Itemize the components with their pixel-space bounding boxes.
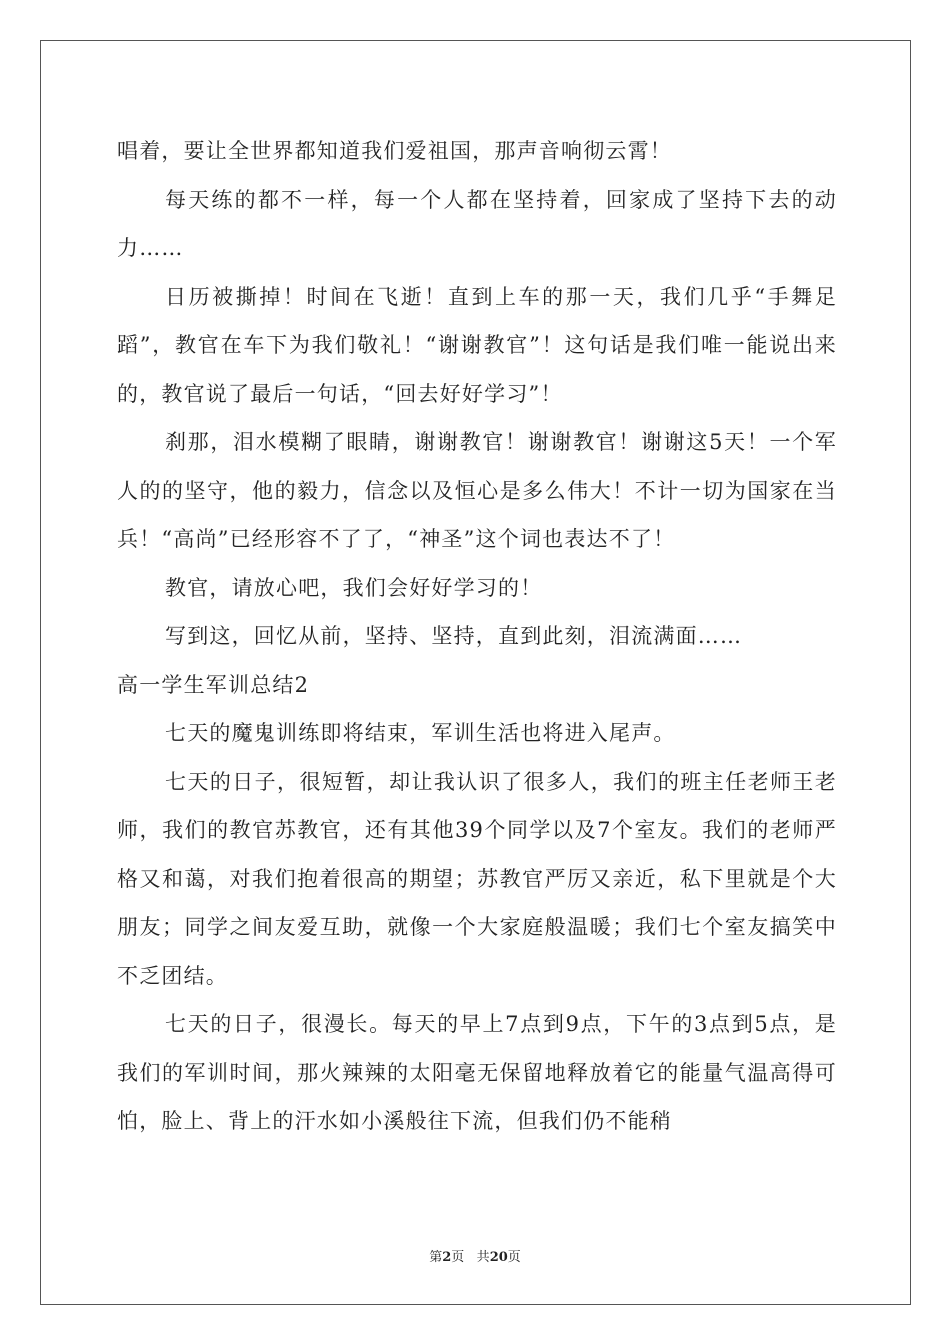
paragraph: 唱着，要让全世界都知道我们爱祖国，那声音响彻云霄！ [117,139,672,163]
page-label-prefix: 第 [429,1250,443,1265]
paragraph: 七天的日子，很漫长。每天的早上7点到9点，下午的3点到5点，是我们的军训时间，那火辣辣的太阳毫无保留地释放着它的能量气温高得可怕，脸上、背上的汗水如小溪般往下流，但我们仍不能稍 [117,1012,837,1133]
page-number: 2 [442,1250,452,1265]
paragraph: 日历被撕掉！时间在飞逝！直到上车的那一天，我们几乎“手舞足蹈”，教官在车下为我们敬礼！“谢谢教官”！这句话是我们唯一能说出来的，教官说了最后一句话，“回去好好学习”！ [117,284,837,406]
paragraph: 七天的日子，很短暂，却让我认识了很多人，我们的班主任老师王老师，我们的教官苏教官，还有其他39个同学以及7个室友。我们的老师严格又和蔼，对我们抱着很高的期望；苏教官严厉又亲近，私下里就是个大朋友；同学之间友爱互助，就像一个大家庭般温暖；我们七个室友搞笑中不乏团结。 [117,769,837,988]
total-pages: 20 [489,1250,508,1265]
paragraph: 教官，请放心吧，我们会好好学习的！ [165,575,543,600]
page-label-suffix: 页 [451,1250,465,1265]
paragraph: 七天的魔鬼训练即将结束，军训生活也将进入尾声。 [165,721,676,745]
page-footer [0,1246,950,1265]
section-heading: 高一学生军训总结2 [117,672,310,697]
paragraph: 每天练的都不一样，每一个人都在坚持着，回家成了坚持下去的动力…… [117,187,837,260]
total-label-suffix: 页 [507,1250,521,1265]
paragraph: 刹那，泪水模糊了眼睛，谢谢教官！谢谢教官！谢谢这5天！一个军人的的坚守，他的毅力，信念以及恒心是多么伟大！不计一切为国家在当兵！“高尚”已经形容不了了，“神圣”这个词也表达不了！ [117,430,837,551]
document-body [117,127,837,1146]
total-label-prefix: 共 [476,1250,490,1265]
paragraph: 写到这，回忆从前，坚持、坚持，直到此刻，泪流满面…… [165,624,743,648]
